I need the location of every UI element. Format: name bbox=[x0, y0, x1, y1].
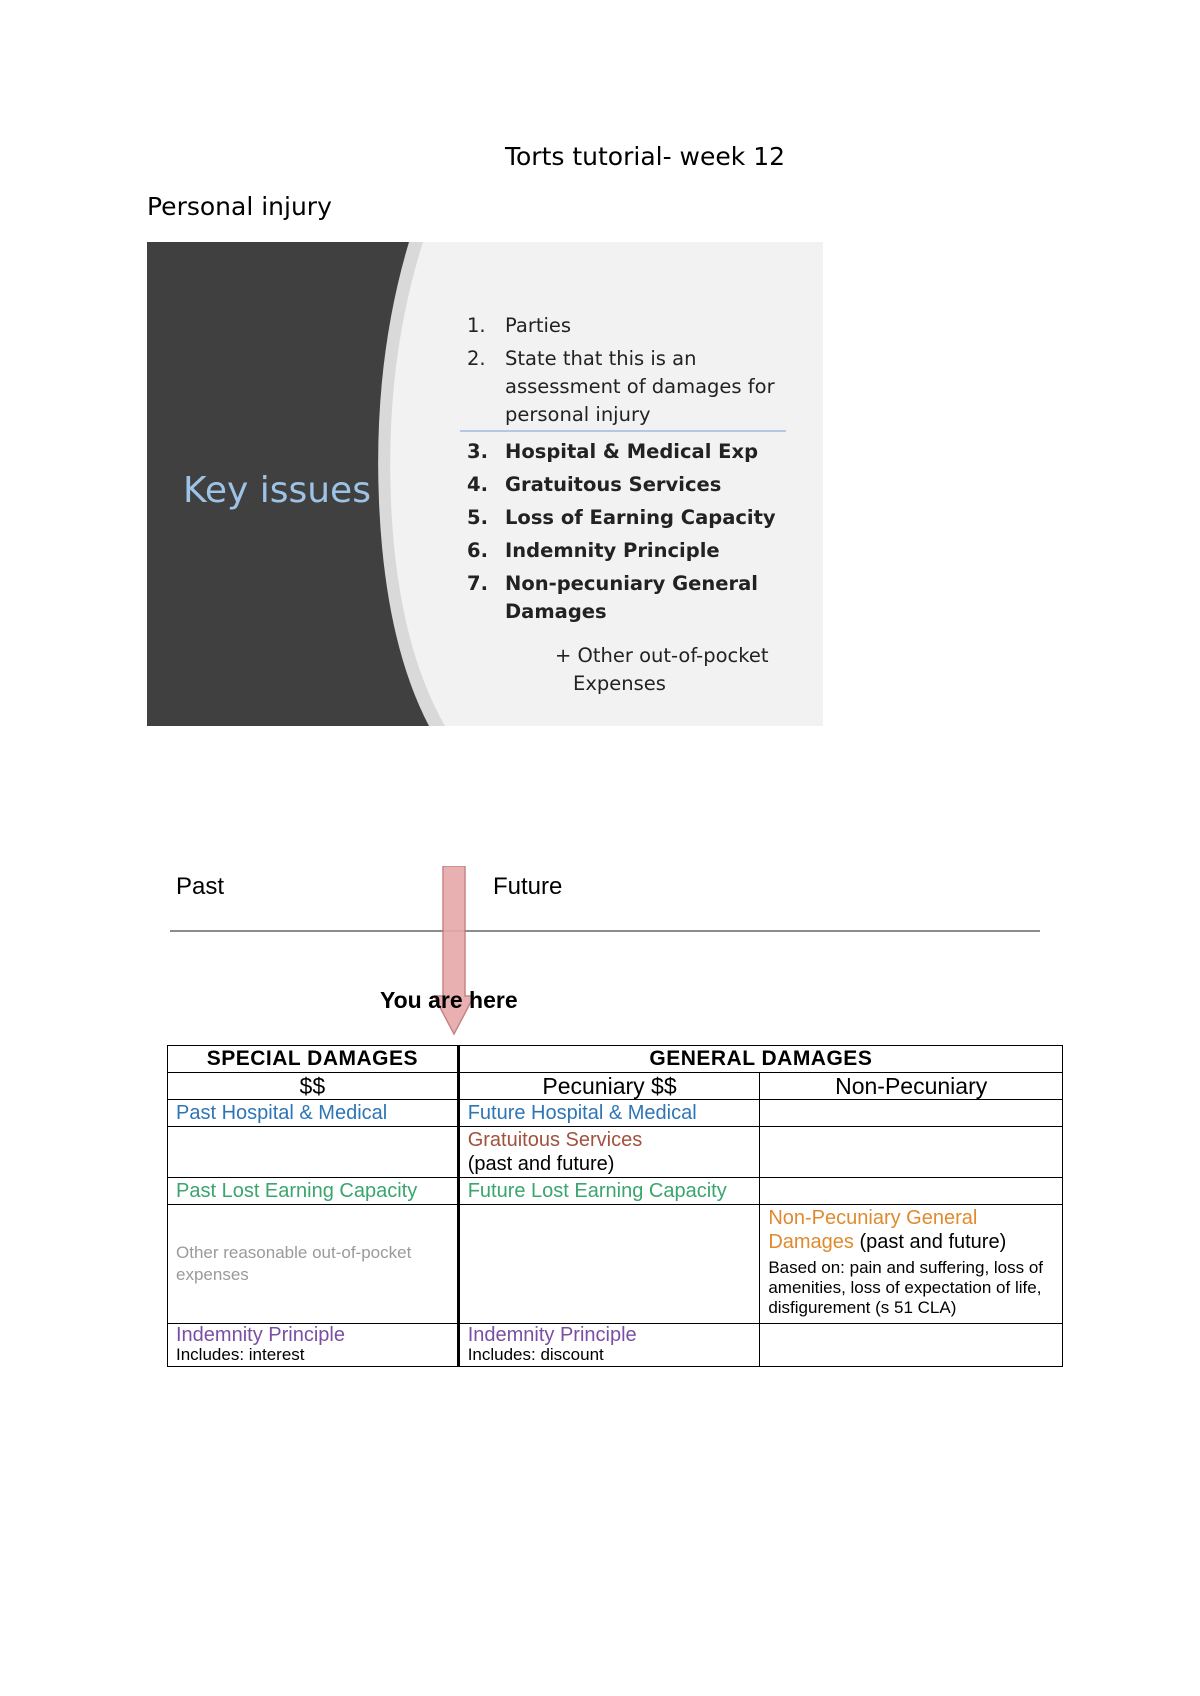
list-item bbox=[467, 570, 797, 626]
gratuitous-services-label: Gratuitous Services bbox=[467, 1129, 643, 1151]
timeline-past-label: Past bbox=[176, 873, 225, 900]
other-expenses-note bbox=[555, 642, 785, 698]
other-expenses-line1: + Other out-of-pocket bbox=[555, 644, 769, 667]
gratuitous-services-cell bbox=[458, 1127, 760, 1178]
item-number: 7. bbox=[467, 572, 488, 595]
non-pecuniary-suffix: (past and future) bbox=[853, 1231, 1007, 1253]
item-number: 2. bbox=[467, 347, 486, 370]
other-expenses-line2: Expenses bbox=[573, 672, 666, 695]
pecuniary-subheader: Pecuniary $$ bbox=[458, 1073, 760, 1100]
indemnity-special-note: Includes: interest bbox=[176, 1345, 305, 1364]
past-earning-cell: Past Lost Earning Capacity bbox=[168, 1178, 459, 1205]
item-text: State that this is an assessment of damages for personal injury bbox=[505, 347, 775, 426]
item-number: 6. bbox=[467, 539, 488, 562]
general-damages-header: GENERAL DAMAGES bbox=[458, 1046, 1062, 1073]
item-text: Gratuitous Services bbox=[505, 473, 722, 496]
timeline-line bbox=[170, 930, 1040, 932]
table-row bbox=[168, 1127, 1063, 1178]
list-item bbox=[467, 312, 797, 340]
item-text: Non-pecuniary General Damages bbox=[505, 572, 758, 623]
you-are-here-label: You are here bbox=[380, 987, 518, 1013]
item-number: 5. bbox=[467, 506, 488, 529]
list-item bbox=[467, 504, 797, 532]
issues-list bbox=[467, 312, 797, 631]
item-text: Loss of Earning Capacity bbox=[505, 506, 776, 529]
indemnity-pecuniary-note: Includes: discount bbox=[467, 1345, 604, 1364]
timeline-future-label: Future bbox=[493, 873, 563, 900]
indemnity-special-cell bbox=[168, 1324, 459, 1367]
section-heading: Personal injury bbox=[147, 192, 332, 221]
slide-divider bbox=[460, 430, 786, 432]
non-pecuniary-label: Non-Pecuniary General Damages bbox=[768, 1207, 978, 1253]
indemnity-pecuniary-cell bbox=[458, 1324, 760, 1367]
document-title: Torts tutorial- week 12 bbox=[504, 142, 786, 171]
indemnity-special-label: Indemnity Principle bbox=[176, 1324, 345, 1346]
past-hospital-cell: Past Hospital & Medical bbox=[168, 1100, 459, 1127]
other-expenses-cell bbox=[168, 1205, 459, 1324]
special-damages-header: SPECIAL DAMAGES bbox=[168, 1046, 459, 1073]
empty-cell bbox=[760, 1178, 1063, 1205]
non-pecuniary-general-cell bbox=[760, 1205, 1063, 1324]
empty-cell bbox=[168, 1127, 459, 1178]
empty-cell bbox=[760, 1100, 1063, 1127]
item-number: 1. bbox=[467, 314, 486, 337]
key-issues-slide bbox=[147, 242, 823, 726]
table-row bbox=[168, 1100, 1063, 1127]
damages-table bbox=[167, 1045, 1063, 1367]
future-earning-cell: Future Lost Earning Capacity bbox=[458, 1178, 760, 1205]
empty-cell bbox=[760, 1324, 1063, 1367]
list-item bbox=[467, 345, 797, 429]
special-subheader: $$ bbox=[168, 1073, 459, 1100]
non-pecuniary-subheader: Non-Pecuniary bbox=[760, 1073, 1063, 1100]
empty-cell bbox=[760, 1127, 1063, 1178]
table-row bbox=[168, 1324, 1063, 1367]
empty-cell bbox=[458, 1205, 760, 1324]
item-text: Parties bbox=[505, 314, 572, 337]
table-row bbox=[168, 1178, 1063, 1205]
table-row bbox=[168, 1046, 1063, 1073]
indemnity-pecuniary-label: Indemnity Principle bbox=[467, 1324, 637, 1346]
future-hospital-cell: Future Hospital & Medical bbox=[458, 1100, 760, 1127]
table-row bbox=[168, 1073, 1063, 1100]
non-pecuniary-note: Based on: pain and suffering, loss of amenities, loss of expectation of life, disfigurement (s 51 CLA) bbox=[768, 1258, 1044, 1317]
other-expenses-text: Other reasonable out-of-pocket expenses bbox=[176, 1243, 412, 1284]
item-text: Indemnity Principle bbox=[505, 539, 720, 562]
list-item bbox=[467, 471, 797, 499]
list-item bbox=[467, 438, 797, 466]
slide-title: Key issues bbox=[183, 470, 371, 511]
list-item bbox=[467, 537, 797, 565]
table-row bbox=[168, 1205, 1063, 1324]
item-number: 4. bbox=[467, 473, 488, 496]
item-text: Hospital & Medical Exp bbox=[505, 440, 759, 463]
gratuitous-services-note: (past and future) bbox=[467, 1153, 615, 1175]
item-number: 3. bbox=[467, 440, 488, 463]
